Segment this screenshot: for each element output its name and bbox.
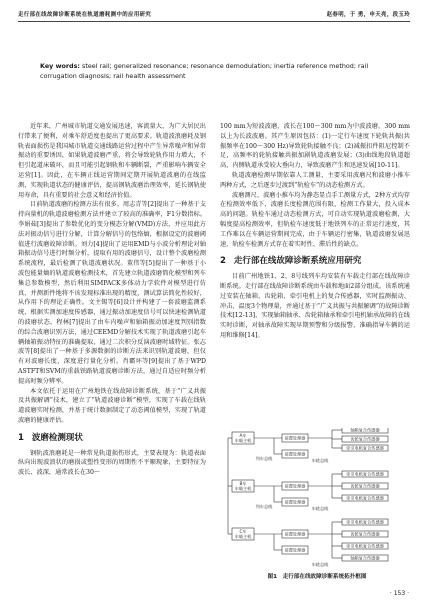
svg-text:前置处理器: 前置处理器 <box>284 451 306 457</box>
svg-text:前置处理器: 前置处理器 <box>284 435 306 441</box>
svg-text:齿轮复合传感器: 齿轮复合传感器 <box>350 436 380 442</box>
car-b-group <box>254 471 388 513</box>
svg-text:前置处理器: 前置处理器 <box>284 531 306 537</box>
svg-text:前置处理器: 前置处理器 <box>284 547 306 553</box>
paragraph: 目前广州地铁1、2、8号线列车均安装有车载走行部在线故障诊断系统。走行部在线故障诊断系统由车载和地面2部分组成。该系统通过安装在轴箱、齿轮箱、牵引电机上的复合传感器，实时监测振动、冲击、温度3个物理量，并通过基于“广义共振与共振解调”的故障诊断技术[12-13]，实现轴箱轴承、齿轮箱轴承和牵引电机轴承故障的在线实时诊断，对轴承故障实现早期预警和分级报警，准确指导车辆的运用和维修[14]。 <box>220 273 410 339</box>
page-number: · 153 · <box>389 590 409 597</box>
car-c-group <box>254 519 388 569</box>
paragraph: 近年来，广州城市轨道交通发展迅速，客流量大，为广大居民出行带来了便利，对乘车舒适度也提出了更高要求。轨道波浪磨耗及钢轨表面损伤是我国城市轨道交通线路运营过程中产生异常噪声和异常振动的重要诱因，如果轨道波磨严重，将会导致轮轨作用力增大，不但引起道床破坏，而且可能引起钢轨和车辆断裂，严重影响车辆安全运营[1]。因此，在车辆正线运营期间定期开展轨道波磨的在线监测，实现轨道状态的健康评估，提高钢轨波磨治理效率，延长钢轨使用寿命，具有重要的社会意义和经济价值。 <box>18 123 206 199</box>
svg-text:轴箱复合传感器: 轴箱复合传感器 <box>350 428 380 433</box>
figure-topology <box>224 428 410 570</box>
svg-text:牵引电机复合传感器: 牵引电机复合传感器 <box>346 445 384 451</box>
svg-text:前置处理器: 前置处理器 <box>284 483 306 489</box>
section-number: 2 <box>220 256 226 267</box>
car-c-host: 车载主机 <box>234 534 252 539</box>
svg-text:车轮总线: 车轮总线 <box>311 562 329 567</box>
car-c-label: C车 <box>239 529 247 534</box>
header-title: 走行部在线故障诊断系统在轨道磨耗测中的应用研究 <box>18 12 152 18</box>
right-column <box>220 122 410 341</box>
svg-text:牵引电机复合传感器: 牵引电机复合传感器 <box>346 495 384 501</box>
car-b-label: B车 <box>239 481 247 486</box>
keywords <box>40 62 390 81</box>
svg-text:轴箱复合传感器: 轴箱复合传感器 <box>350 555 380 561</box>
svg-text:齿轮复合传感器: 齿轮复合传感器 <box>350 483 380 489</box>
svg-text:前置处理器: 前置处理器 <box>284 499 306 505</box>
figure-caption: 图1 走行部在线故障诊断系统拓扑框图 <box>267 574 367 580</box>
paragraph: 100 mm为短波波磨，波长在100～300 mm为中波波磨，300 mm以上为长波波磨。其产生原因包括：(1)一定行车速度下轮轨共振(共振频率在100～300 Hz)导致轮轨接触不良；(2)减振扣件阻尼控制不足，高频率的轮轨接触共振加剧轨道波磨发展；(3)曲线地段轨道超高，内侧轨道承受较大垂向力，导致波磨产生和迅速发展[10-11]。 <box>220 123 410 170</box>
car-a-group <box>254 428 388 464</box>
car-b-host: 车载主机 <box>234 486 252 491</box>
running-header <box>18 10 410 22</box>
section-heading <box>220 257 410 267</box>
svg-text:牵引电机复合传感器: 牵引电机复合传感器 <box>346 519 384 525</box>
section-title: 走行部在线故障诊断系统应用研究 <box>233 256 362 267</box>
car-a-label: A车 <box>239 433 247 438</box>
topology-diagram <box>224 428 410 570</box>
svg-text:车轮总线: 车轮总线 <box>311 458 329 463</box>
section-title: 波磨检测现状 <box>31 432 83 443</box>
svg-text:牵引电机复合传感器: 牵引电机复合传感器 <box>346 543 384 549</box>
svg-text:车轮总线: 车轮总线 <box>311 506 329 511</box>
svg-text:牵引电机复合传感器: 牵引电机复合传感器 <box>346 471 384 477</box>
paragraph: 目前轨道波磨的检测方法有很多。周志青等[2]提出了一种基于支持向量机的轨道波磨检测方法并建立了较高的准确率，F1分数指标。李娟茹[3]提出了参数优化的变分模态分解(VMD)方法，并应用此方法对振动信号进行分解，计算分解信号的包络熵，根据设定的波磨阈值进行波磨故障诊断。刘力[4]提出了运用EMD与小波分析理论对轴箱振动信号进行时频分析，提取有用的波磨信号，设计整个波磨检测系统流程，最后检测了轨道波磨状况。董伟等[5]提出了一种基于小波包能量熵的轨道波磨检测技术，首先建立轨道波磨简化模型和列车集总参数模型，然后利用SIMPACK多体动力学软件对模型进行仿真，并测新件地将不该发现标准出现的精度，测试算法简化性较好，从作用下的理论正确性。文主锡等[6]设计并构建了一套波磨监测系统，根据实测加速度传感器，通过振动加速度信号可以快速检测轨道的波磨状态。程林[7]提出了由车内噪声和轴箱振动加速度判别指数的综合波磨识别方法，通过CEEMD分解技术实现了轨道波磨引起车辆轴箱振动特征的准确提取，通过二次积分反演波磨时域特征。张志波等[8]提出了一种基于多源数据的诊断方法来识别轨道波磨，但仅有对波磨长度，深度进行量化分析。肖霸坏等[9]提出了基于WPD ASTFT和SVM的重载铁路轨道波磨诊断方法，通过自适应时频分析提高时频分辨率。 <box>18 201 206 385</box>
train-bus-label: 列车总线 <box>255 504 273 509</box>
paragraph: 轨道波磨检测早期依靠人工测量，主要采用波磨尺和波磨小推车两种方式，之后逐步过渡到“轨检车”的动态检测方式。 <box>220 171 410 189</box>
header-authors: 赵春明，于 勇，申天亮，段玉玲 <box>326 12 410 18</box>
car-a-host: 车载主机 <box>234 438 252 443</box>
paragraph: 钢轨波浪磨耗是一种常见轨道损伤形式，主要表现为：轨道表面纵向出现波浪状的磨损或塑性变形的周期性不平顺现象，主要特征为波长、波深，通常波长在30～ <box>18 449 206 477</box>
left-column <box>18 122 206 478</box>
paragraph: 波磨测尺、波磨小推车均为静态显点手工测量方式，2种方式均存在检测效率低下，波磨长度检测范围有限，检测工作量大，投入成本高的问题。轨检车通过动态检测方式，可自动实现轨道波磨检测，大幅度提高检测效率，但轨检车速度低于地铁列车的正常运行速度，其工作难以在车辆运营期间完成，由于车辆运行密集，轨道波磨发展迅速，轨检车检测方式存在着实时性、滞后性的缺点。 <box>220 191 410 248</box>
train-bus-label: 列车总线 <box>255 456 273 461</box>
section-number: 1 <box>18 432 24 443</box>
section-heading <box>18 434 206 444</box>
keywords-label: Key words: <box>40 62 80 70</box>
svg-text:齿轮复合传感器: 齿轮复合传感器 <box>350 531 380 537</box>
keywords-text: steel rail; generalized resonance; resonance demodulation; inertia reference method; rail corrugation diagnosis; rail health assessment <box>40 62 369 80</box>
paragraph: 本文依托于运用在广州地铁在线故障诊断系统，基于“广义共振及共振解调”技术，建立了“轨道波磨诊断”模型，实现了车载在线轨道波磨实时检测，并基于统计数据制定了动态阈值模型，实现了轨道波磨的健康评估。 <box>18 387 206 424</box>
